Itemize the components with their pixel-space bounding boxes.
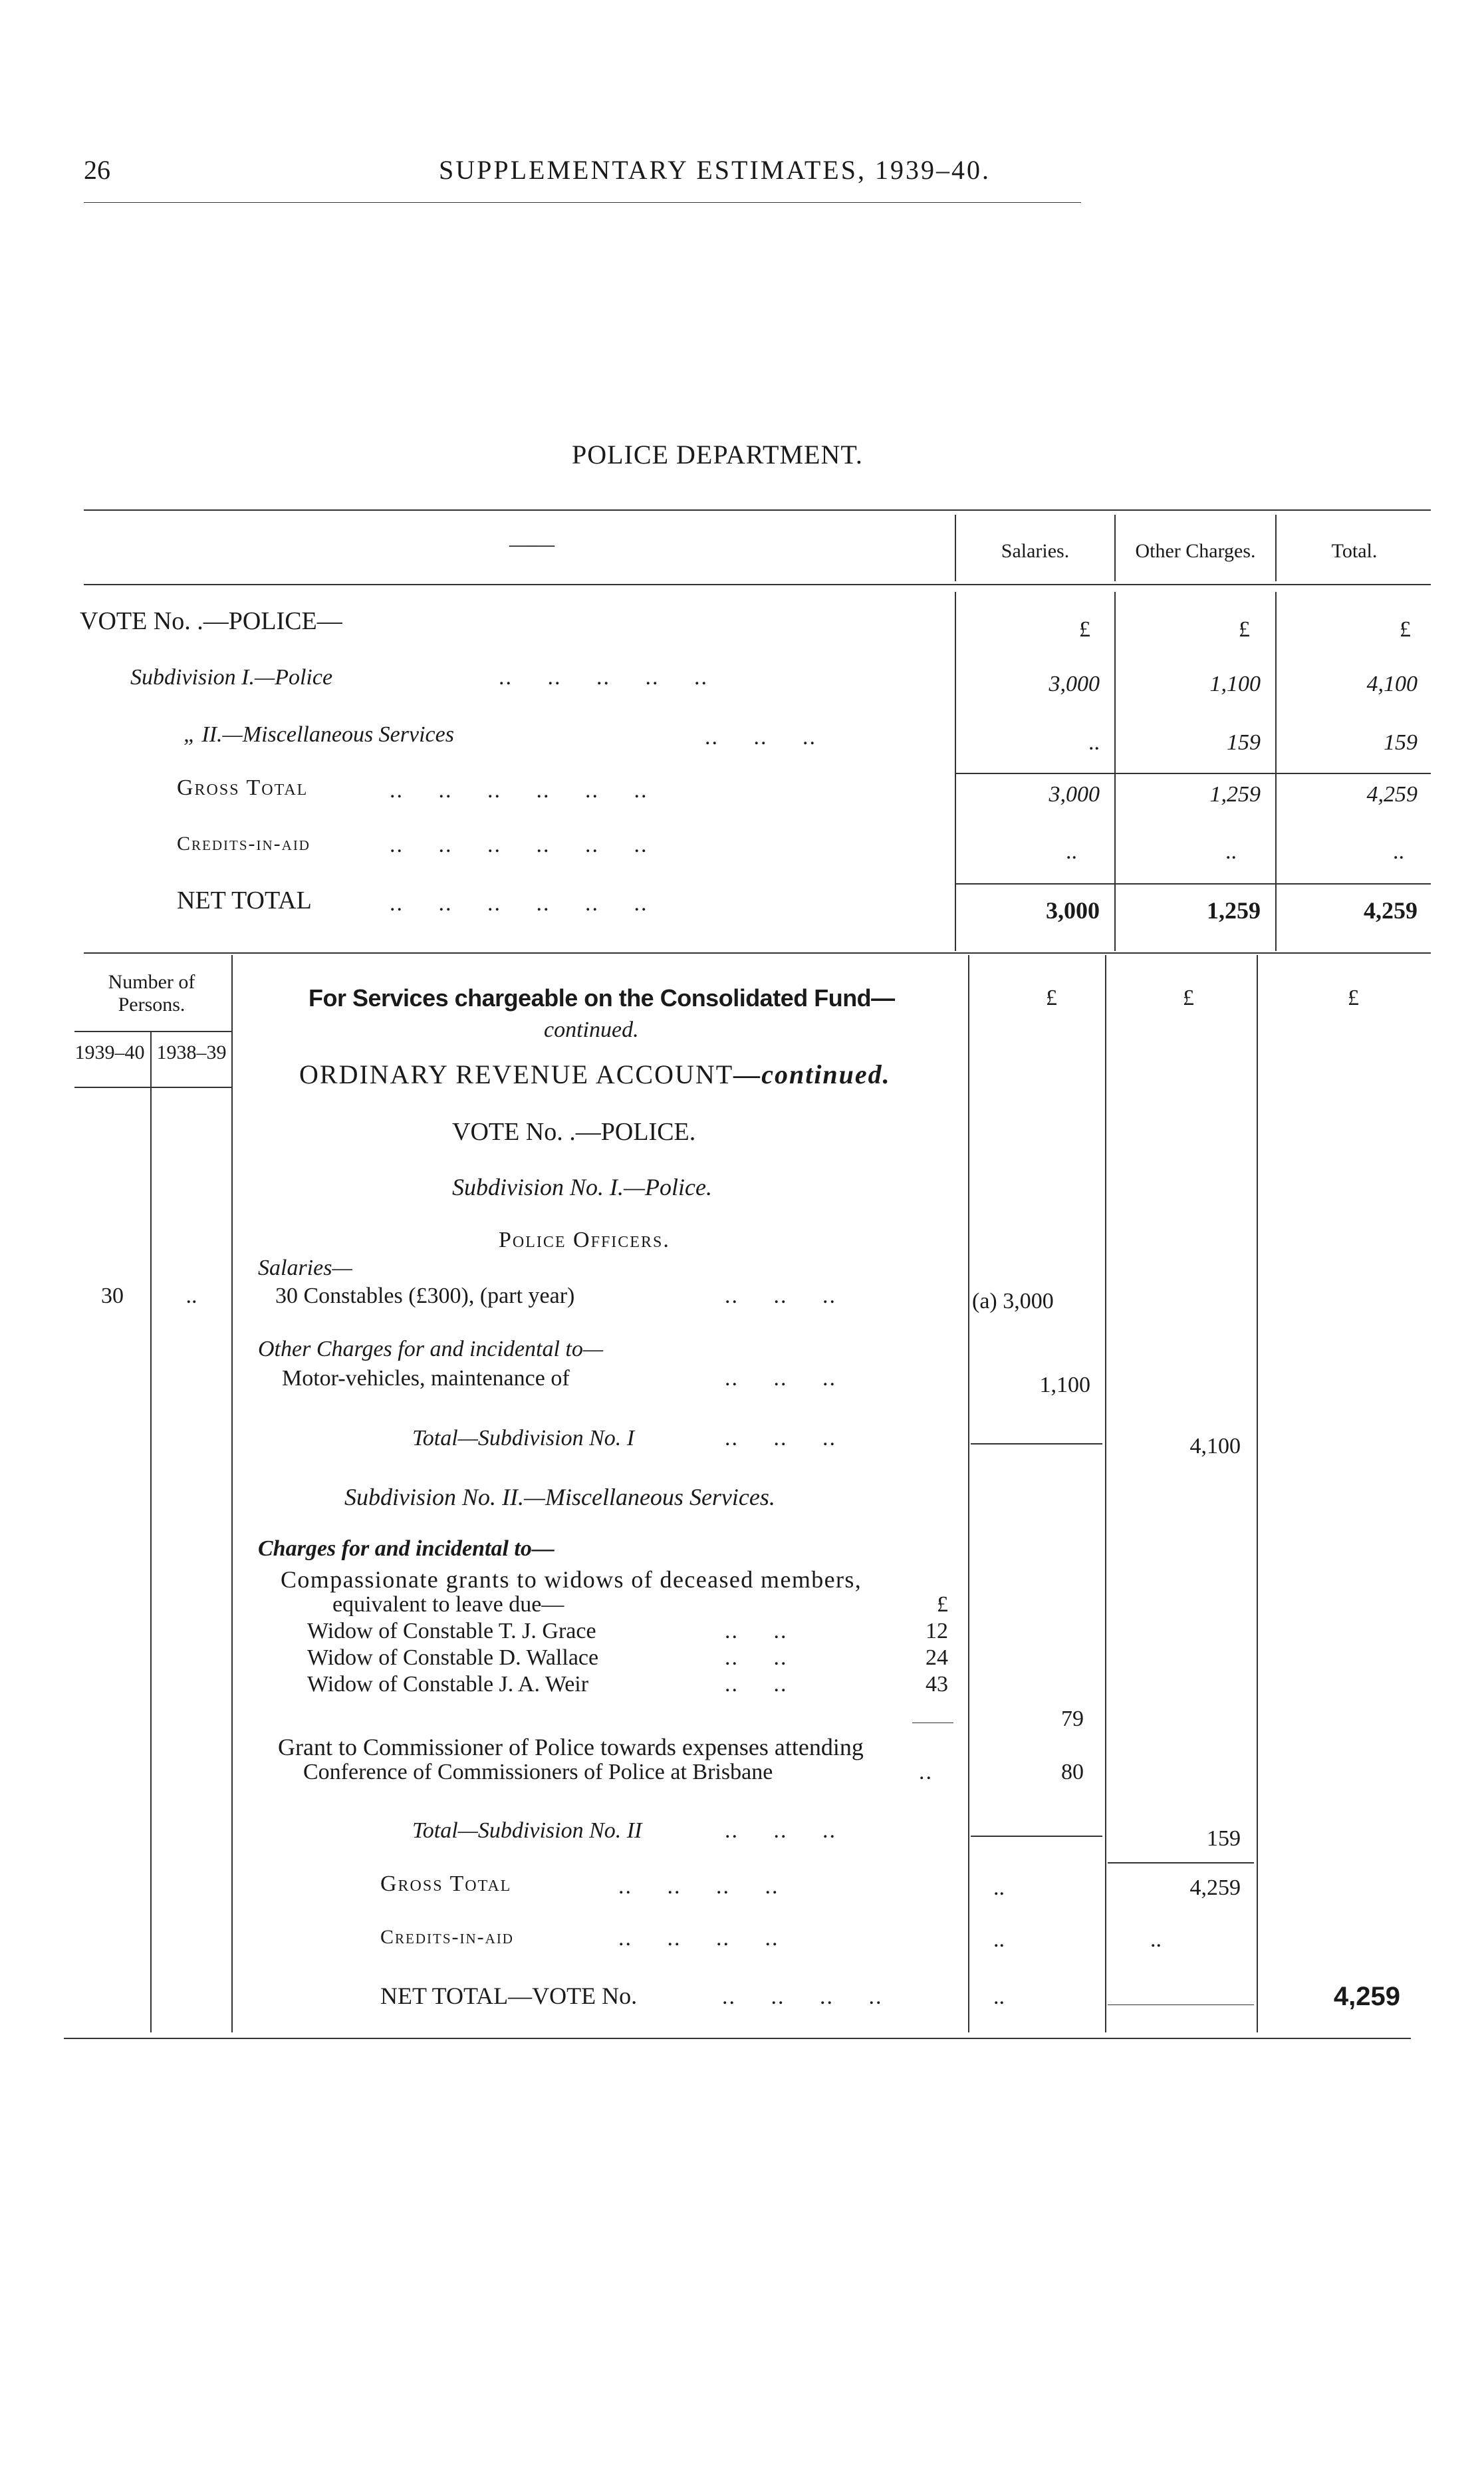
constables-count-1938: .. — [186, 1284, 197, 1308]
summary-head-blank: —— — [509, 532, 555, 557]
charges-label: Charges for and incidental to— — [258, 1536, 555, 1561]
total-subdivision-2-label: Total—Subdivision No. II — [412, 1818, 642, 1843]
constables-count-1939: 30 — [101, 1284, 124, 1308]
total-subdivision-1-amount: 4,100 — [1189, 1434, 1241, 1458]
grants-line-2: equivalent to leave due— — [332, 1592, 564, 1617]
widow-wallace: Widow of Constable D. Wallace — [307, 1645, 599, 1670]
total-subdivision-1-label: Total—Subdivision No. I — [412, 1426, 635, 1450]
grant-line-1: Grant to Commissioner of Police towards expenses attending — [278, 1734, 864, 1760]
widow-grace: Widow of Constable T. J. Grace — [307, 1619, 596, 1643]
summary-bottom-rule — [84, 952, 1431, 954]
motor-line: Motor-vehicles, maintenance of — [282, 1366, 570, 1391]
constables-amount: (a) 3,000 — [972, 1289, 1054, 1313]
total-subdivision-2-amount: 159 — [1207, 1826, 1241, 1851]
widows-total: 79 — [1061, 1707, 1084, 1731]
vote-line: VOTE No. .—POLICE. — [452, 1118, 696, 1146]
widow-weir: Widow of Constable J. A. Weir — [307, 1672, 589, 1697]
column-header-total: Total. — [1331, 540, 1378, 562]
grants-line-1: Compassionate grants to widows of deceased members, — [281, 1566, 862, 1593]
services-title: For Services chargeable on the Consolidated Fund— — [309, 984, 895, 1012]
grant-line-2: Conference of Commissioners of Police at Brisbane — [303, 1760, 773, 1784]
column-header-other-charges: Other Charges. — [1135, 540, 1256, 562]
detail-bottom-rule — [64, 2038, 1411, 2039]
running-title: SUPPLEMENTARY ESTIMATES, 1939–40. — [439, 155, 991, 185]
year-col-1938-39: 1938–39 — [156, 1041, 227, 1063]
detail-net-total-label: NET TOTAL—VOTE No. — [380, 1983, 638, 2009]
header-rule — [84, 202, 1081, 203]
police-officers-heading: Police Officers. — [499, 1228, 670, 1252]
other-charges-label: Other Charges for and incidental to— — [258, 1337, 604, 1361]
summary-vote-label: VOTE No. .—POLICE— — [80, 607, 342, 635]
summary-row-subdivision-1: Subdivision I.—Police — [130, 665, 333, 690]
account-title: ORDINARY REVENUE ACCOUNT—continued. — [299, 1059, 891, 1089]
subdivision-1-title: Subdivision No. I.—Police. — [452, 1174, 712, 1200]
column-header-salaries: Salaries. — [1001, 540, 1070, 562]
summary-row-subdivision-2: „ II.—Miscellaneous Services — [184, 722, 454, 747]
summary-row-credits-in-aid: Credits-in-aid — [177, 833, 310, 855]
page-number: 26 — [84, 155, 110, 185]
detail-credits-label: Credits-in-aid — [380, 1926, 514, 1948]
summary-header-rule — [84, 584, 1431, 585]
salaries-label: Salaries— — [258, 1256, 352, 1280]
detail-gross-total-amount: 4,259 — [1189, 1875, 1241, 1900]
summary-row-net-total: NET TOTAL — [177, 887, 312, 914]
subdivision-2-title: Subdivision No. II.—Miscellaneous Services. — [344, 1484, 775, 1510]
grant-amount: 80 — [1061, 1760, 1084, 1784]
constables-line: 30 Constables (£300), (part year) — [275, 1284, 575, 1308]
year-col-1939-40: 1939–40 — [74, 1041, 145, 1063]
motor-amount: 1,100 — [1039, 1373, 1090, 1397]
persons-header: Number of Persons. — [108, 971, 195, 1016]
detail-net-total-amount: 4,259 — [1333, 1982, 1400, 2011]
department-title: POLICE DEPARTMENT. — [572, 440, 863, 470]
summary-row-gross-total: Gross Total — [177, 775, 309, 800]
summary-top-rule — [84, 509, 1431, 511]
detail-gross-total-label: Gross Total — [380, 1871, 512, 1896]
